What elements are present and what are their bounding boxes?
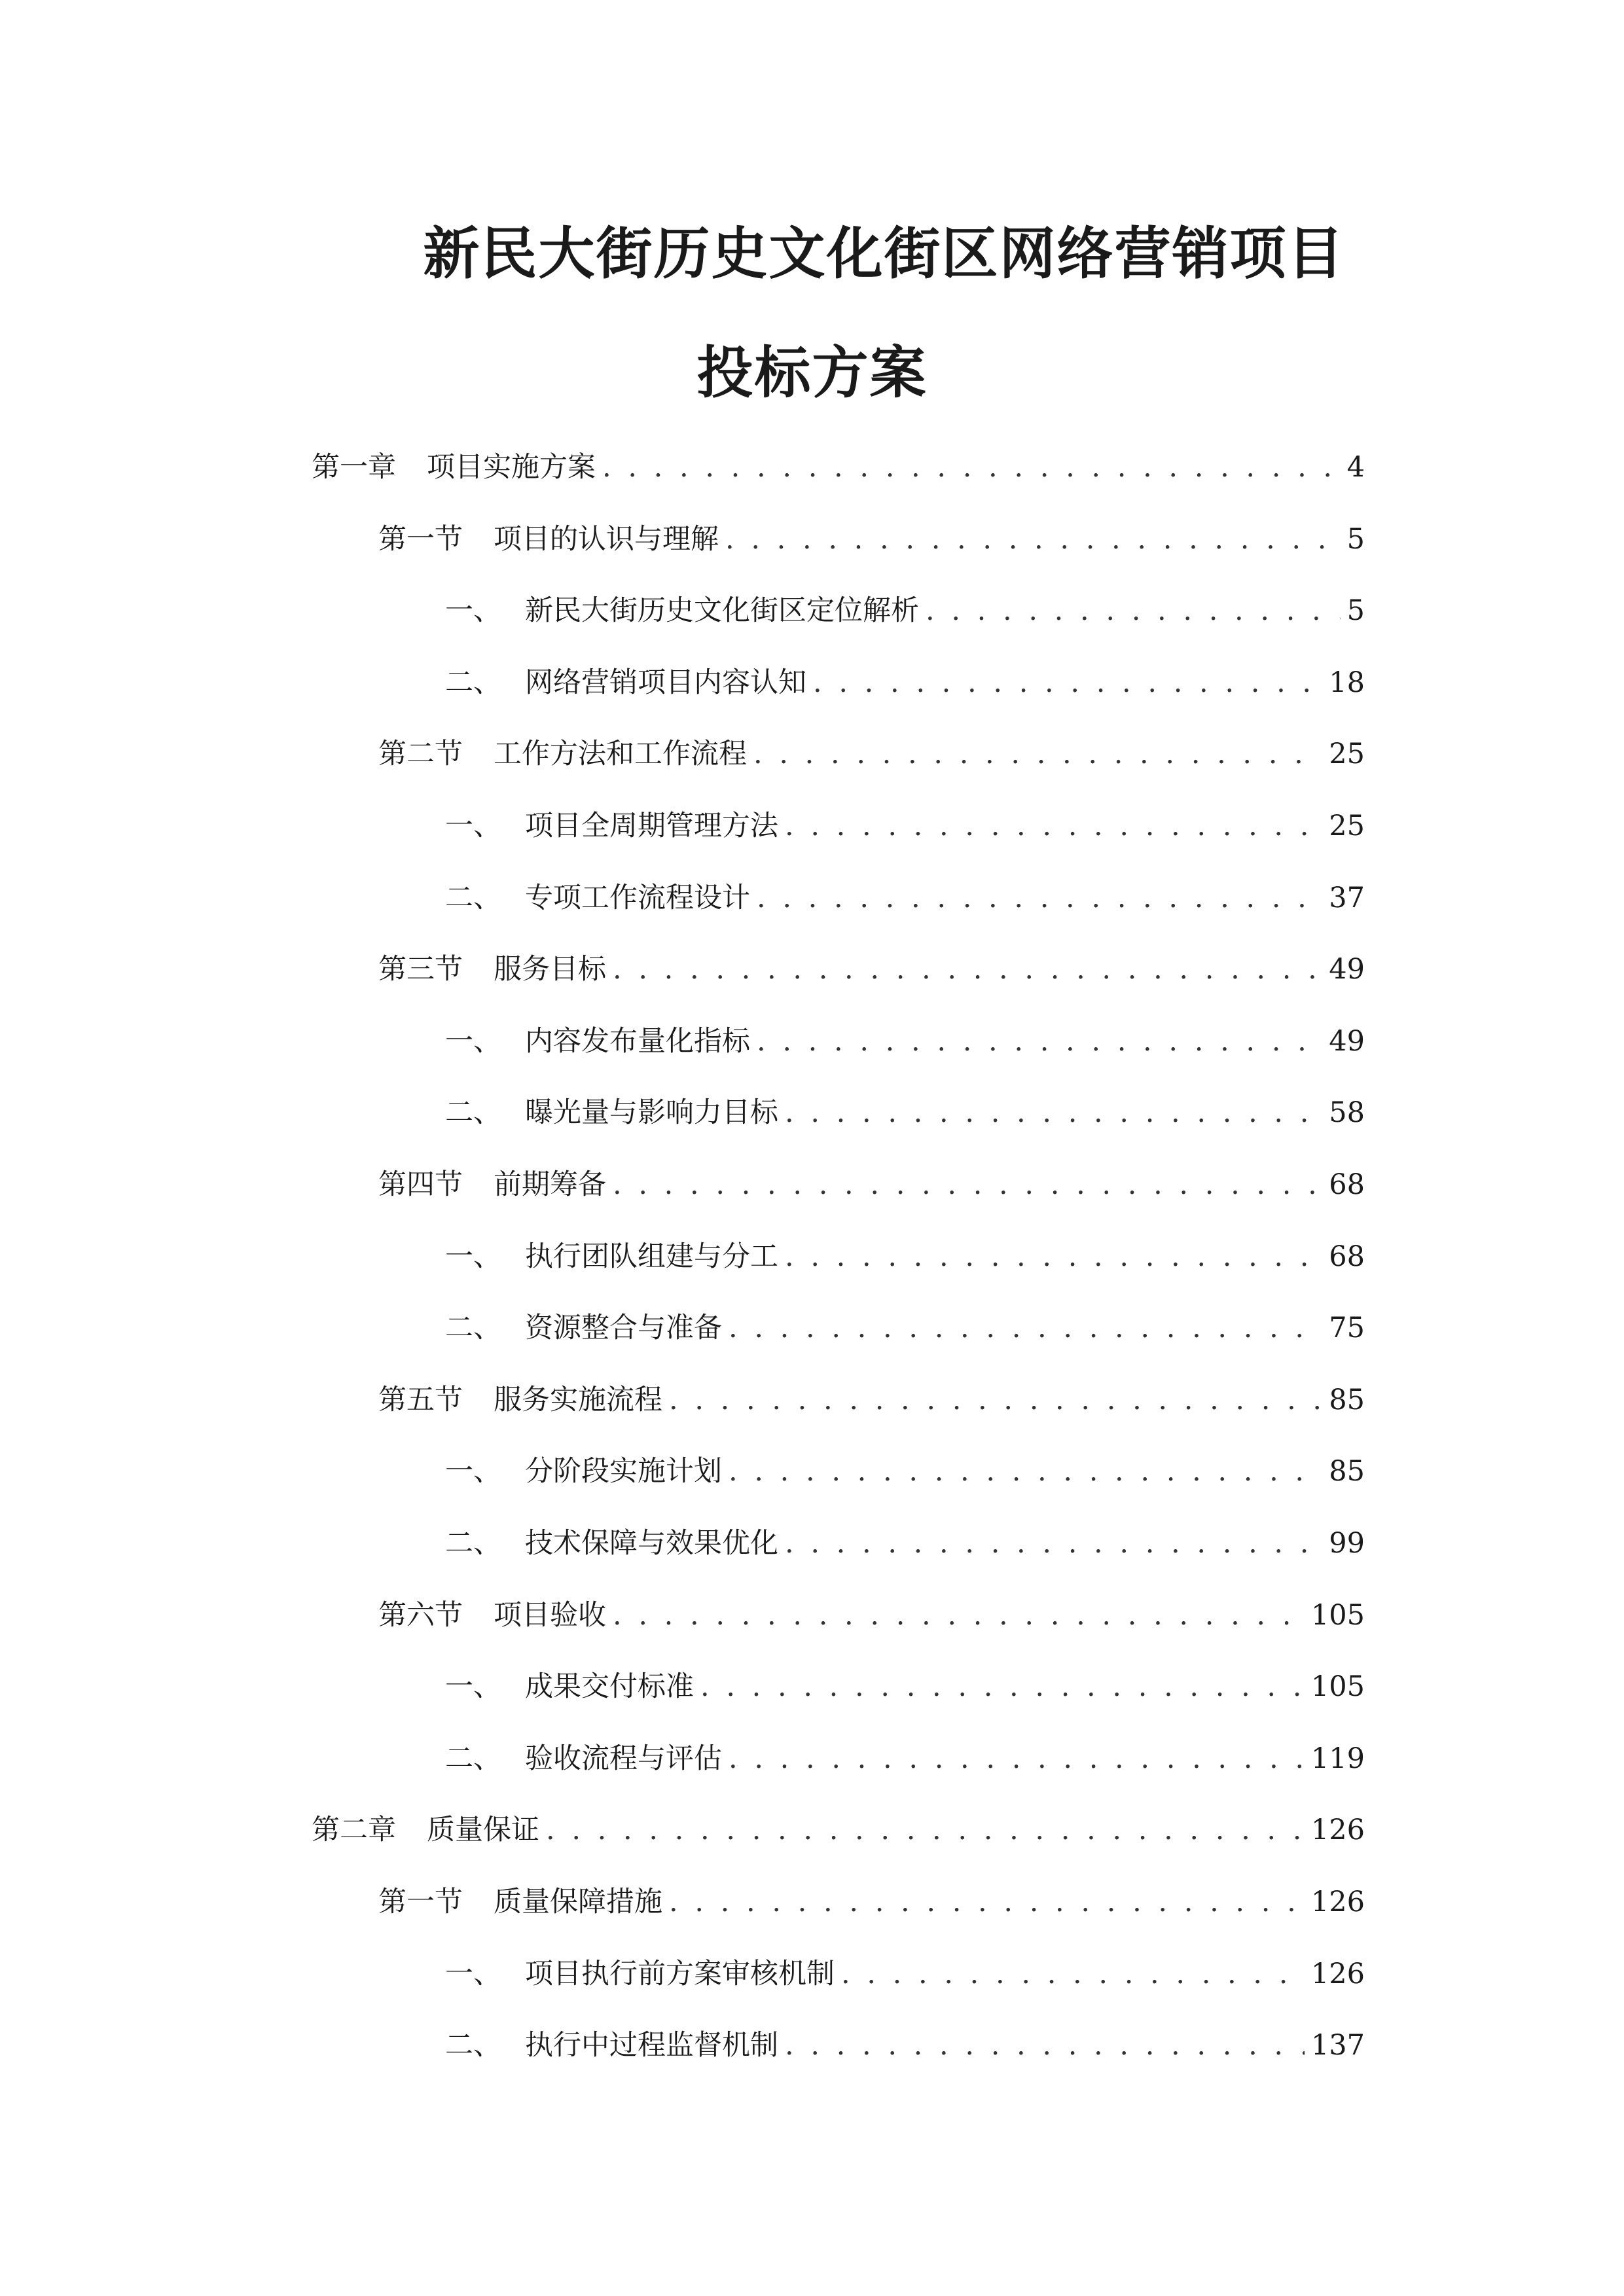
toc-entry[interactable] bbox=[445, 876, 1365, 922]
toc-entry-title: 资源整合与准备 bbox=[525, 1312, 722, 1344]
toc-entry-page-number: 58 bbox=[1329, 1096, 1365, 1129]
toc-entry[interactable] bbox=[378, 1880, 1365, 1926]
toc-dot-leader bbox=[669, 1886, 1305, 1918]
toc-entry-title: 内容发布量化指标 bbox=[525, 1025, 750, 1058]
toc-entry-prefix: 第六节 bbox=[378, 1599, 463, 1632]
toc-entry-title: 服务实施流程 bbox=[494, 1384, 662, 1416]
toc-entry-prefix: 二、 bbox=[445, 2029, 501, 2062]
toc-entry-prefix: 一、 bbox=[445, 1240, 501, 1273]
toc-entry-page-number: 5 bbox=[1346, 594, 1365, 627]
toc-dot-leader bbox=[729, 1455, 1322, 1488]
document-title-line2: 投标方案 bbox=[696, 340, 928, 406]
toc-dot-leader bbox=[926, 594, 1341, 627]
toc-dot-leader bbox=[613, 953, 1322, 986]
toc-dot-leader bbox=[546, 1814, 1305, 1846]
toc-entry-page-number: 99 bbox=[1329, 1527, 1365, 1560]
toc-entry-page-number: 85 bbox=[1329, 1384, 1365, 1416]
toc-entry[interactable] bbox=[445, 804, 1365, 850]
toc-entry-prefix: 二、 bbox=[445, 1312, 501, 1344]
toc-entry-prefix: 二、 bbox=[445, 882, 501, 914]
toc-entry-title: 专项工作流程设计 bbox=[525, 882, 750, 914]
toc-dot-leader bbox=[813, 666, 1322, 699]
toc-entry-title: 项目全周期管理方法 bbox=[525, 810, 778, 842]
toc-entry-prefix: 二、 bbox=[445, 1742, 501, 1775]
toc-entry[interactable] bbox=[445, 1019, 1365, 1065]
toc-dot-leader bbox=[700, 1670, 1305, 1703]
toc-dot-leader bbox=[785, 1240, 1322, 1273]
toc-entry[interactable] bbox=[312, 445, 1365, 491]
toc-entry[interactable] bbox=[378, 1378, 1365, 1424]
toc-entry-title: 成果交付标准 bbox=[525, 1670, 694, 1703]
toc-entry-title: 执行团队组建与分工 bbox=[525, 1240, 778, 1273]
toc-entry-page-number: 137 bbox=[1310, 2029, 1365, 2062]
toc-entry-prefix: 第五节 bbox=[378, 1384, 463, 1416]
toc-entry-title: 曝光量与影响力目标 bbox=[525, 1096, 778, 1129]
toc-dot-leader bbox=[753, 738, 1322, 770]
toc-entry-page-number: 68 bbox=[1329, 1240, 1365, 1273]
toc-entry-page-number: 68 bbox=[1329, 1168, 1365, 1201]
toc-dot-leader bbox=[725, 523, 1341, 556]
toc-entry-prefix: 一、 bbox=[445, 810, 501, 842]
toc-entry-title: 验收流程与评估 bbox=[525, 1742, 722, 1775]
toc-entry-title: 技术保障与效果优化 bbox=[525, 1527, 778, 1560]
toc-entry-prefix: 第一章 bbox=[312, 451, 396, 484]
toc-entry-title: 新民大街历史文化街区定位解析 bbox=[525, 594, 919, 627]
toc-entry-title: 前期筹备 bbox=[494, 1168, 606, 1201]
toc-entry[interactable] bbox=[445, 1449, 1365, 1495]
toc-entry-page-number: 49 bbox=[1329, 1025, 1365, 1058]
toc-entry-title: 执行中过程监督机制 bbox=[525, 2029, 778, 2062]
toc-dot-leader bbox=[613, 1168, 1322, 1201]
toc-entry-page-number: 25 bbox=[1329, 738, 1365, 770]
toc-entry-title: 项目实施方案 bbox=[427, 451, 596, 484]
toc-entry-page-number: 18 bbox=[1329, 666, 1365, 699]
toc-entry-prefix: 第一节 bbox=[378, 523, 463, 556]
toc-entry-page-number: 105 bbox=[1310, 1670, 1365, 1703]
toc-entry-page-number: 4 bbox=[1346, 451, 1365, 484]
toc-entry-prefix: 第一节 bbox=[378, 1886, 463, 1918]
document-title-line1: 新民大街历史文化街区网络营销项目 bbox=[423, 221, 1345, 287]
toc-entry[interactable] bbox=[312, 1808, 1365, 1854]
toc-entry-prefix: 一、 bbox=[445, 1670, 501, 1703]
toc-entry-prefix: 一、 bbox=[445, 1025, 501, 1058]
toc-entry-page-number: 75 bbox=[1329, 1312, 1365, 1344]
toc-entry-title: 项目执行前方案审核机制 bbox=[525, 1958, 835, 1990]
toc-entry-page-number: 49 bbox=[1329, 953, 1365, 986]
toc-entry-prefix: 第二节 bbox=[378, 738, 463, 770]
toc-dot-leader bbox=[785, 1096, 1322, 1129]
toc-entry[interactable] bbox=[378, 947, 1365, 993]
toc-dot-leader bbox=[602, 451, 1341, 484]
toc-entry-prefix: 第三节 bbox=[378, 953, 463, 986]
toc-entry-title: 工作方法和工作流程 bbox=[494, 738, 747, 770]
toc-dot-leader bbox=[757, 882, 1322, 914]
toc-entry[interactable] bbox=[378, 1162, 1365, 1208]
toc-entry-prefix: 一、 bbox=[445, 1958, 501, 1990]
toc-entry[interactable] bbox=[445, 1736, 1365, 1782]
toc-entry-prefix: 一、 bbox=[445, 1455, 501, 1488]
toc-entry[interactable] bbox=[445, 660, 1365, 706]
toc-dot-leader bbox=[785, 2029, 1305, 2062]
toc-entry[interactable] bbox=[445, 588, 1365, 634]
toc-entry-title: 分阶段实施计划 bbox=[525, 1455, 722, 1488]
toc-entry-page-number: 126 bbox=[1310, 1886, 1365, 1918]
toc-entry-title: 项目的认识与理解 bbox=[494, 523, 719, 556]
toc-entry-title: 网络营销项目内容认知 bbox=[525, 666, 806, 699]
toc-entry-title: 质量保证 bbox=[427, 1814, 539, 1846]
toc-entry[interactable] bbox=[445, 2023, 1365, 2069]
toc-dot-leader bbox=[785, 810, 1322, 842]
toc-entry[interactable] bbox=[445, 1952, 1365, 1998]
toc-dot-leader bbox=[757, 1025, 1322, 1058]
toc-entry-page-number: 85 bbox=[1329, 1455, 1365, 1488]
toc-dot-leader bbox=[841, 1958, 1305, 1990]
toc-dot-leader bbox=[669, 1384, 1322, 1416]
toc-entry-prefix: 二、 bbox=[445, 666, 501, 699]
toc-entry-prefix: 第二章 bbox=[312, 1814, 396, 1846]
toc-entry[interactable] bbox=[378, 517, 1365, 563]
toc-entry-title: 服务目标 bbox=[494, 953, 606, 986]
toc-entry-page-number: 37 bbox=[1329, 882, 1365, 914]
toc-entry-page-number: 5 bbox=[1346, 523, 1365, 556]
toc-entry-page-number: 126 bbox=[1310, 1814, 1365, 1846]
toc-entry[interactable] bbox=[445, 1521, 1365, 1567]
toc-entry-prefix: 一、 bbox=[445, 594, 501, 627]
toc-entry[interactable] bbox=[445, 1090, 1365, 1136]
toc-entry-prefix: 第四节 bbox=[378, 1168, 463, 1201]
toc-entry-title: 质量保障措施 bbox=[494, 1886, 662, 1918]
toc-entry[interactable] bbox=[445, 1234, 1365, 1280]
toc-entry-page-number: 119 bbox=[1310, 1742, 1365, 1775]
toc-entry-title: 项目验收 bbox=[494, 1599, 606, 1632]
toc-entry-page-number: 126 bbox=[1310, 1958, 1365, 1990]
toc-dot-leader bbox=[785, 1527, 1322, 1560]
toc-entry-prefix: 二、 bbox=[445, 1096, 501, 1129]
toc-entry[interactable] bbox=[378, 1593, 1365, 1639]
toc-entry-prefix: 二、 bbox=[445, 1527, 501, 1560]
toc-entry[interactable] bbox=[378, 732, 1365, 778]
toc-dot-leader bbox=[729, 1312, 1322, 1344]
toc-entry-page-number: 105 bbox=[1310, 1599, 1365, 1632]
toc-entry-page-number: 25 bbox=[1329, 810, 1365, 842]
toc-entry[interactable] bbox=[445, 1664, 1365, 1710]
toc-dot-leader bbox=[613, 1599, 1305, 1632]
toc-entry[interactable] bbox=[445, 1306, 1365, 1352]
toc-dot-leader bbox=[729, 1742, 1305, 1775]
